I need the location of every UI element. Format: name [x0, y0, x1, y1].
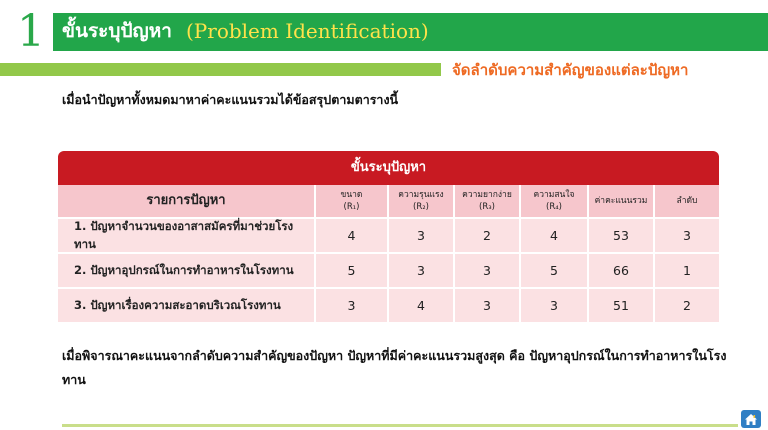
column-header-sub: (R₄) [546, 202, 562, 212]
table-cell: 1 [655, 254, 719, 289]
column-header [316, 185, 389, 219]
table-row [58, 289, 719, 324]
table-cell: 3 [521, 289, 589, 324]
column-header [58, 185, 316, 219]
column-header-label: รายการปัญหา [146, 193, 226, 208]
table-cell: 3 [389, 254, 455, 289]
table-cell: 2 [455, 219, 521, 254]
table-cell: 4 [389, 289, 455, 324]
column-header-label: ค่าคะแนนรวม [594, 196, 648, 206]
table-row [58, 219, 719, 254]
column-header-label: ขนาด [340, 190, 363, 200]
intro-text: เมื่อนำปัญหาทั้งหมดมาหาค่าคะแนนรวมได้ข้อสรุปตามตารางนี้ [62, 92, 399, 107]
column-header [521, 185, 589, 219]
table-cell: 2 [655, 289, 719, 324]
column-header-label: ลำดับ [676, 196, 698, 206]
header-title-thai: ขั้นระบุปัญหา [62, 20, 172, 42]
table-cell: 5 [521, 254, 589, 289]
table-header-row [58, 185, 719, 219]
table-cell: 1. ปัญหาจำนวนของอาสาสมัครที่มาช่วยโรงทาน [58, 219, 316, 254]
step-number: 1 [17, 6, 45, 57]
conclusion-text: เมื่อพิจารณาคะแนนจากลำดับความสำคัญของปัญหา ปัญหาที่มีค่าคะแนนรวมสูงสุด คือ ปัญหาอุปกรณ์ในการทำอาหารในโรงทาน [62, 348, 727, 387]
table-cell: 5 [316, 254, 389, 289]
subtitle-accent-bar [0, 63, 441, 76]
table-cell: 53 [589, 219, 655, 254]
column-header [389, 185, 455, 219]
subtitle: จัดลำดับความสำคัญของแต่ละปัญหา [452, 61, 689, 79]
footer-divider [62, 424, 738, 427]
table-cell: 4 [316, 219, 389, 254]
table-cell: 3 [389, 219, 455, 254]
column-header-label: ความยากง่าย [462, 190, 512, 200]
table-cell: 66 [589, 254, 655, 289]
column-header-sub: (R₂) [413, 202, 429, 212]
table-cell: 3 [655, 219, 719, 254]
table-cell: 3 [316, 289, 389, 324]
table-row [58, 254, 719, 289]
column-header-sub: (R₁) [343, 202, 360, 212]
column-header [589, 185, 655, 219]
header-title-english: (Problem Identification) [186, 19, 429, 43]
table-cell: 2. ปัญหาอุปกรณ์ในการทำอาหารในโรงทาน [58, 254, 316, 289]
table-cell: 51 [589, 289, 655, 324]
home-icon-glyph [744, 413, 758, 426]
column-header-label: ความสนใจ [533, 190, 575, 200]
table-cell: 4 [521, 219, 589, 254]
table-cell: 3 [455, 289, 521, 324]
column-header-sub: (R₃) [479, 202, 495, 212]
column-header [455, 185, 521, 219]
problem-table [58, 151, 719, 324]
home-icon[interactable] [741, 410, 761, 428]
column-header [655, 185, 719, 219]
table-caption: ขั้นระบุปัญหา [58, 151, 719, 185]
table-cell: 3 [455, 254, 521, 289]
table-cell: 3. ปัญหาเรื่องความสะอาดบริเวณโรงทาน [58, 289, 316, 324]
column-header-label: ความรุนแรง [398, 190, 444, 200]
